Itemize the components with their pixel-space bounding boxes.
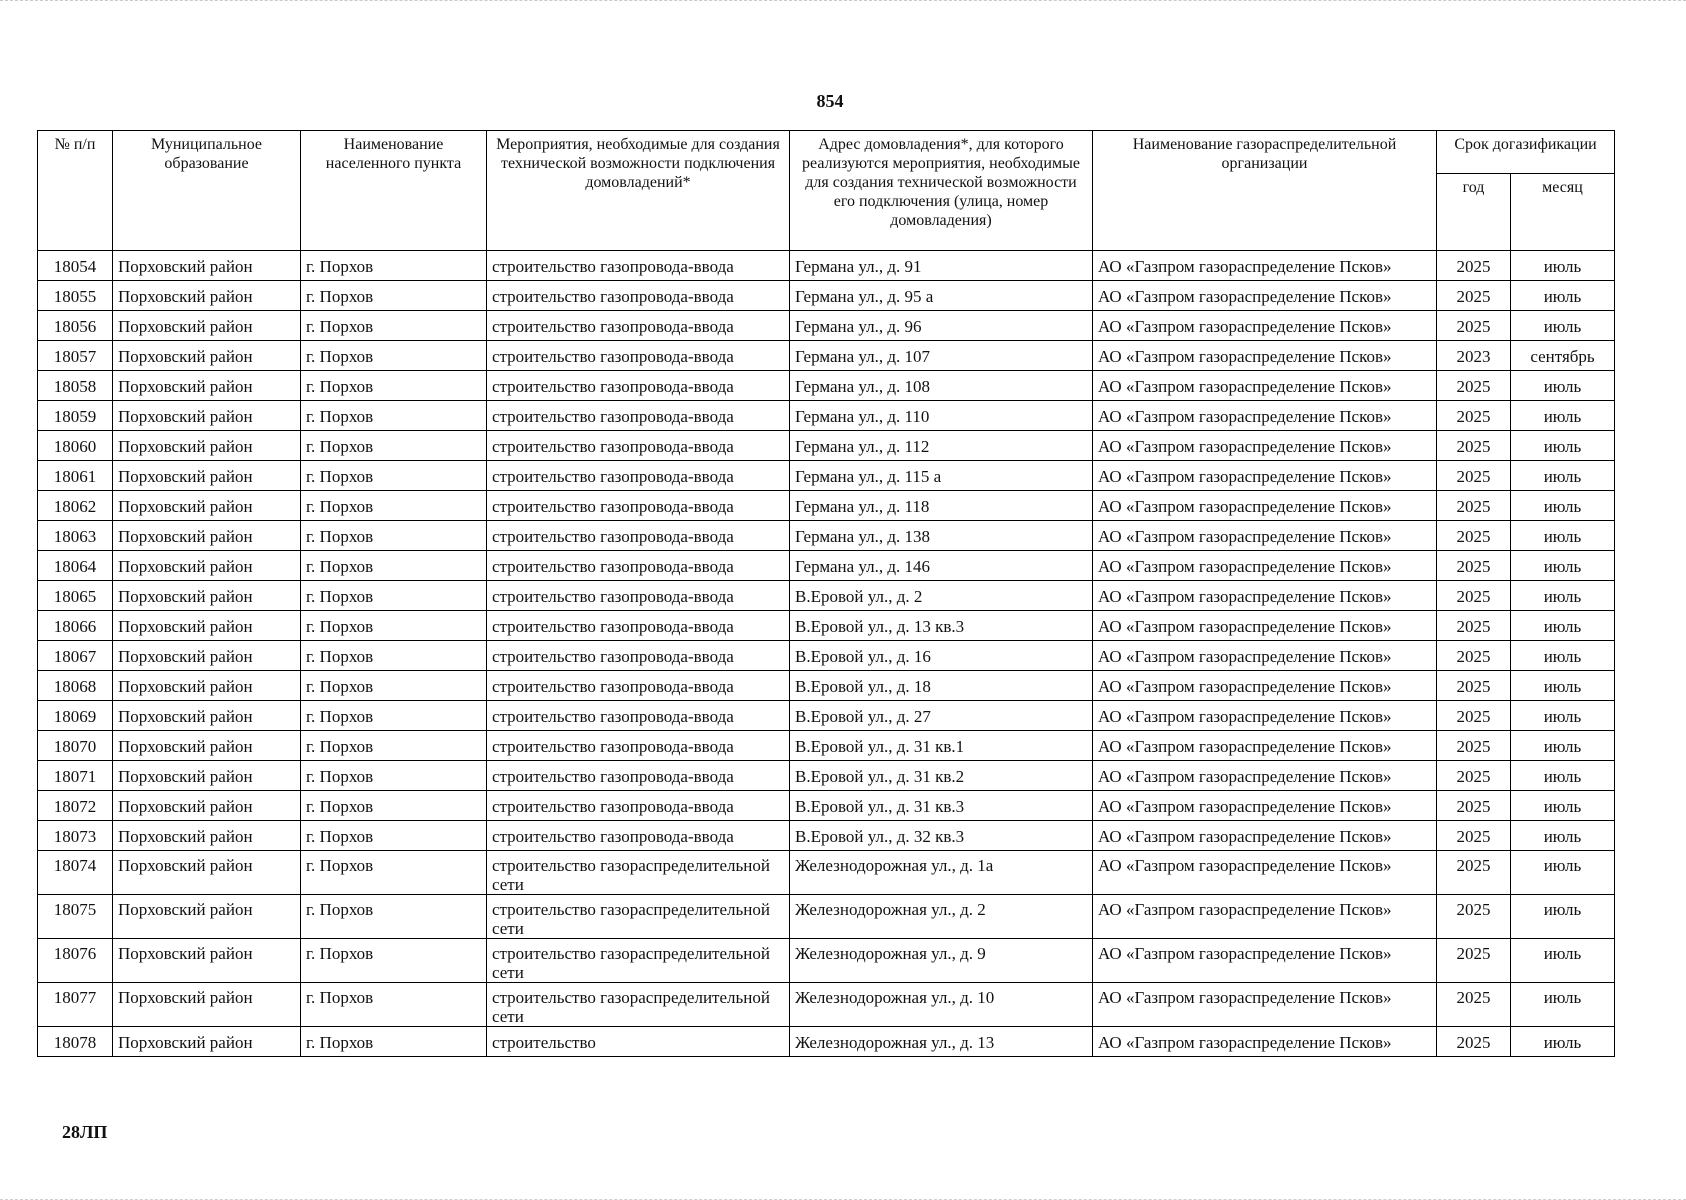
measure-cell: строительство газопровода-ввода <box>487 761 790 791</box>
table-header <box>38 131 1615 251</box>
year-cell: 2025 <box>1437 581 1511 611</box>
year-cell: 2025 <box>1437 521 1511 551</box>
row-number-cell: 18055 <box>38 281 113 311</box>
table-row <box>38 821 1615 851</box>
year-cell: 2025 <box>1437 251 1511 281</box>
year-cell: 2025 <box>1437 851 1511 895</box>
table-row <box>38 761 1615 791</box>
month-cell: июль <box>1511 791 1615 821</box>
year-cell: 2025 <box>1437 641 1511 671</box>
settlement-cell: г. Порхов <box>301 251 487 281</box>
settlement-cell: г. Порхов <box>301 731 487 761</box>
address-cell: В.Еровой ул., д. 2 <box>790 581 1093 611</box>
settlement-cell: г. Порхов <box>301 611 487 641</box>
year-cell: 2025 <box>1437 371 1511 401</box>
measure-cell: строительство газопровода-ввода <box>487 371 790 401</box>
municipality-cell: Порховский район <box>113 791 301 821</box>
organization-cell: АО «Газпром газораспределение Псков» <box>1093 551 1437 581</box>
header-deadline: Срок догазификации <box>1437 131 1615 174</box>
table-row <box>38 491 1615 521</box>
gasification-table <box>37 130 1615 1057</box>
municipality-cell: Порховский район <box>113 401 301 431</box>
settlement-cell: г. Порхов <box>301 791 487 821</box>
measure-cell: строительство газопровода-ввода <box>487 521 790 551</box>
measure-cell: строительство газопровода-ввода <box>487 791 790 821</box>
row-number-cell: 18075 <box>38 895 113 939</box>
header-organization: Наименование газораспределительной организации <box>1093 131 1437 251</box>
measure-cell: строительство газопровода-ввода <box>487 341 790 371</box>
measure-cell: строительство газопровода-ввода <box>487 671 790 701</box>
measure-cell: строительство газопровода-ввода <box>487 731 790 761</box>
municipality-cell: Порховский район <box>113 983 301 1027</box>
table-body <box>38 251 1615 1057</box>
measure-cell: строительство газопровода-ввода <box>487 581 790 611</box>
settlement-cell: г. Порхов <box>301 939 487 983</box>
table-row <box>38 251 1615 281</box>
municipality-cell: Порховский район <box>113 641 301 671</box>
address-cell: Германа ул., д. 96 <box>790 311 1093 341</box>
row-number-cell: 18073 <box>38 821 113 851</box>
address-cell: Германа ул., д. 115 а <box>790 461 1093 491</box>
measure-cell: строительство газопровода-ввода <box>487 551 790 581</box>
year-cell: 2025 <box>1437 983 1511 1027</box>
organization-cell: АО «Газпром газораспределение Псков» <box>1093 983 1437 1027</box>
year-cell: 2025 <box>1437 491 1511 521</box>
municipality-cell: Порховский район <box>113 551 301 581</box>
address-cell: Германа ул., д. 107 <box>790 341 1093 371</box>
table-row <box>38 701 1615 731</box>
year-cell: 2025 <box>1437 701 1511 731</box>
settlement-cell: г. Порхов <box>301 983 487 1027</box>
municipality-cell: Порховский район <box>113 341 301 371</box>
row-number-cell: 18056 <box>38 311 113 341</box>
address-cell: В.Еровой ул., д. 32 кв.3 <box>790 821 1093 851</box>
measure-cell: строительство газопровода-ввода <box>487 251 790 281</box>
organization-cell: АО «Газпром газораспределение Псков» <box>1093 281 1437 311</box>
address-cell: Железнодорожная ул., д. 1а <box>790 851 1093 895</box>
organization-cell: АО «Газпром газораспределение Псков» <box>1093 521 1437 551</box>
address-cell: В.Еровой ул., д. 31 кв.2 <box>790 761 1093 791</box>
table-row <box>38 671 1615 701</box>
row-number-cell: 18071 <box>38 761 113 791</box>
municipality-cell: Порховский район <box>113 371 301 401</box>
settlement-cell: г. Порхов <box>301 1027 487 1057</box>
year-cell: 2025 <box>1437 671 1511 701</box>
settlement-cell: г. Порхов <box>301 521 487 551</box>
address-cell: Германа ул., д. 138 <box>790 521 1093 551</box>
year-cell: 2025 <box>1437 939 1511 983</box>
address-cell: Германа ул., д. 118 <box>790 491 1093 521</box>
measure-cell: строительство газопровода-ввода <box>487 281 790 311</box>
row-number-cell: 18078 <box>38 1027 113 1057</box>
month-cell: июль <box>1511 761 1615 791</box>
month-cell: июль <box>1511 939 1615 983</box>
year-cell: 2025 <box>1437 461 1511 491</box>
row-number-cell: 18066 <box>38 611 113 641</box>
address-cell: В.Еровой ул., д. 18 <box>790 671 1093 701</box>
organization-cell: АО «Газпром газораспределение Псков» <box>1093 731 1437 761</box>
row-number-cell: 18054 <box>38 251 113 281</box>
settlement-cell: г. Порхов <box>301 461 487 491</box>
footer-code: 28ЛП <box>62 1122 108 1142</box>
address-cell: Германа ул., д. 110 <box>790 401 1093 431</box>
table-row <box>38 281 1615 311</box>
organization-cell: АО «Газпром газораспределение Псков» <box>1093 671 1437 701</box>
row-number-cell: 18057 <box>38 341 113 371</box>
municipality-cell: Порховский район <box>113 895 301 939</box>
month-cell: июль <box>1511 401 1615 431</box>
table-row <box>38 983 1615 1027</box>
row-number-cell: 18074 <box>38 851 113 895</box>
table-row <box>38 551 1615 581</box>
table-row <box>38 1027 1615 1057</box>
municipality-cell: Порховский район <box>113 731 301 761</box>
month-cell: июль <box>1511 371 1615 401</box>
organization-cell: АО «Газпром газораспределение Псков» <box>1093 761 1437 791</box>
measure-cell: строительство газопровода-ввода <box>487 821 790 851</box>
settlement-cell: г. Порхов <box>301 401 487 431</box>
table-row <box>38 939 1615 983</box>
row-number-cell: 18072 <box>38 791 113 821</box>
table-row <box>38 521 1615 551</box>
measure-cell: строительство газораспределительной сети <box>487 851 790 895</box>
month-cell: сентябрь <box>1511 341 1615 371</box>
row-number-cell: 18059 <box>38 401 113 431</box>
settlement-cell: г. Порхов <box>301 311 487 341</box>
header-municipality: Муниципальное образование <box>113 131 301 251</box>
header-month: месяц <box>1511 174 1615 251</box>
scan-edge-bottom <box>0 1193 1686 1200</box>
municipality-cell: Порховский район <box>113 311 301 341</box>
year-cell: 2025 <box>1437 611 1511 641</box>
settlement-cell: г. Порхов <box>301 895 487 939</box>
measure-cell: строительство газораспределительной сети <box>487 895 790 939</box>
table-row <box>38 641 1615 671</box>
municipality-cell: Порховский район <box>113 491 301 521</box>
settlement-cell: г. Порхов <box>301 431 487 461</box>
measure-cell: строительство газопровода-ввода <box>487 401 790 431</box>
address-cell: Германа ул., д. 146 <box>790 551 1093 581</box>
organization-cell: АО «Газпром газораспределение Псков» <box>1093 371 1437 401</box>
table-row <box>38 851 1615 895</box>
month-cell: июль <box>1511 1027 1615 1057</box>
year-cell: 2025 <box>1437 821 1511 851</box>
month-cell: июль <box>1511 731 1615 761</box>
row-number-cell: 18061 <box>38 461 113 491</box>
measure-cell: строительство газопровода-ввода <box>487 641 790 671</box>
row-number-cell: 18070 <box>38 731 113 761</box>
row-number-cell: 18077 <box>38 983 113 1027</box>
organization-cell: АО «Газпром газораспределение Псков» <box>1093 791 1437 821</box>
measure-cell: строительство <box>487 1027 790 1057</box>
address-cell: В.Еровой ул., д. 16 <box>790 641 1093 671</box>
month-cell: июль <box>1511 983 1615 1027</box>
address-cell: Железнодорожная ул., д. 13 <box>790 1027 1093 1057</box>
organization-cell: АО «Газпром газораспределение Псков» <box>1093 821 1437 851</box>
organization-cell: АО «Газпром газораспределение Псков» <box>1093 461 1437 491</box>
municipality-cell: Порховский район <box>113 521 301 551</box>
municipality-cell: Порховский район <box>113 671 301 701</box>
measure-cell: строительство газораспределительной сети <box>487 939 790 983</box>
settlement-cell: г. Порхов <box>301 641 487 671</box>
table-row <box>38 895 1615 939</box>
year-cell: 2025 <box>1437 551 1511 581</box>
month-cell: июль <box>1511 611 1615 641</box>
month-cell: июль <box>1511 895 1615 939</box>
organization-cell: АО «Газпром газораспределение Псков» <box>1093 611 1437 641</box>
row-number-cell: 18062 <box>38 491 113 521</box>
month-cell: июль <box>1511 311 1615 341</box>
municipality-cell: Порховский район <box>113 281 301 311</box>
organization-cell: АО «Газпром газораспределение Псков» <box>1093 895 1437 939</box>
settlement-cell: г. Порхов <box>301 701 487 731</box>
table-row <box>38 401 1615 431</box>
month-cell: июль <box>1511 461 1615 491</box>
row-number-cell: 18067 <box>38 641 113 671</box>
month-cell: июль <box>1511 851 1615 895</box>
table-row <box>38 341 1615 371</box>
organization-cell: АО «Газпром газораспределение Псков» <box>1093 311 1437 341</box>
municipality-cell: Порховский район <box>113 431 301 461</box>
measure-cell: строительство газопровода-ввода <box>487 461 790 491</box>
address-cell: В.Еровой ул., д. 31 кв.3 <box>790 791 1093 821</box>
year-cell: 2025 <box>1437 731 1511 761</box>
municipality-cell: Порховский район <box>113 251 301 281</box>
municipality-cell: Порховский район <box>113 611 301 641</box>
address-cell: Германа ул., д. 108 <box>790 371 1093 401</box>
measure-cell: строительство газопровода-ввода <box>487 701 790 731</box>
municipality-cell: Порховский район <box>113 821 301 851</box>
table-row <box>38 611 1615 641</box>
settlement-cell: г. Порхов <box>301 551 487 581</box>
month-cell: июль <box>1511 431 1615 461</box>
address-cell: В.Еровой ул., д. 27 <box>790 701 1093 731</box>
measure-cell: строительство газопровода-ввода <box>487 491 790 521</box>
organization-cell: АО «Газпром газораспределение Псков» <box>1093 1027 1437 1057</box>
municipality-cell: Порховский район <box>113 1027 301 1057</box>
row-number-cell: 18069 <box>38 701 113 731</box>
organization-cell: АО «Газпром газораспределение Псков» <box>1093 581 1437 611</box>
year-cell: 2025 <box>1437 311 1511 341</box>
address-cell: В.Еровой ул., д. 13 кв.3 <box>790 611 1093 641</box>
settlement-cell: г. Порхов <box>301 851 487 895</box>
settlement-cell: г. Порхов <box>301 341 487 371</box>
year-cell: 2025 <box>1437 895 1511 939</box>
header-measures: Мероприятия, необходимые для создания технической возможности подключения домовладений* <box>487 131 790 251</box>
row-number-cell: 18063 <box>38 521 113 551</box>
municipality-cell: Порховский район <box>113 701 301 731</box>
month-cell: июль <box>1511 251 1615 281</box>
row-number-cell: 18058 <box>38 371 113 401</box>
month-cell: июль <box>1511 641 1615 671</box>
table-row <box>38 791 1615 821</box>
municipality-cell: Порховский район <box>113 939 301 983</box>
year-cell: 2023 <box>1437 341 1511 371</box>
address-cell: Железнодорожная ул., д. 10 <box>790 983 1093 1027</box>
header-num: № п/п <box>38 131 113 251</box>
year-cell: 2025 <box>1437 431 1511 461</box>
address-cell: Железнодорожная ул., д. 2 <box>790 895 1093 939</box>
scan-edge-top <box>0 0 1686 9</box>
month-cell: июль <box>1511 671 1615 701</box>
organization-cell: АО «Газпром газораспределение Псков» <box>1093 341 1437 371</box>
organization-cell: АО «Газпром газораспределение Псков» <box>1093 251 1437 281</box>
address-cell: Германа ул., д. 95 а <box>790 281 1093 311</box>
header-address: Адрес домовладения*, для которого реализуются мероприятия, необходимые для создания технической возможности его подключения (улица, номер домовладения) <box>790 131 1093 251</box>
table-row <box>38 461 1615 491</box>
settlement-cell: г. Порхов <box>301 821 487 851</box>
settlement-cell: г. Порхов <box>301 581 487 611</box>
row-number-cell: 18068 <box>38 671 113 701</box>
address-cell: В.Еровой ул., д. 31 кв.1 <box>790 731 1093 761</box>
municipality-cell: Порховский район <box>113 461 301 491</box>
settlement-cell: г. Порхов <box>301 491 487 521</box>
month-cell: июль <box>1511 521 1615 551</box>
organization-cell: АО «Газпром газораспределение Псков» <box>1093 431 1437 461</box>
organization-cell: АО «Газпром газораспределение Псков» <box>1093 939 1437 983</box>
month-cell: июль <box>1511 281 1615 311</box>
year-cell: 2025 <box>1437 401 1511 431</box>
address-cell: Железнодорожная ул., д. 9 <box>790 939 1093 983</box>
page-number: 854 <box>816 91 844 111</box>
table-row <box>38 581 1615 611</box>
row-number-cell: 18064 <box>38 551 113 581</box>
settlement-cell: г. Порхов <box>301 761 487 791</box>
organization-cell: АО «Газпром газораспределение Псков» <box>1093 641 1437 671</box>
year-cell: 2025 <box>1437 791 1511 821</box>
year-cell: 2025 <box>1437 761 1511 791</box>
address-cell: Германа ул., д. 91 <box>790 251 1093 281</box>
header-settlement: Наименование населенного пункта <box>301 131 487 251</box>
organization-cell: АО «Газпром газораспределение Псков» <box>1093 491 1437 521</box>
month-cell: июль <box>1511 701 1615 731</box>
month-cell: июль <box>1511 821 1615 851</box>
organization-cell: АО «Газпром газораспределение Псков» <box>1093 401 1437 431</box>
settlement-cell: г. Порхов <box>301 281 487 311</box>
municipality-cell: Порховский район <box>113 761 301 791</box>
address-cell: Германа ул., д. 112 <box>790 431 1093 461</box>
measure-cell: строительство газораспределительной сети <box>487 983 790 1027</box>
year-cell: 2025 <box>1437 1027 1511 1057</box>
settlement-cell: г. Порхов <box>301 671 487 701</box>
month-cell: июль <box>1511 551 1615 581</box>
month-cell: июль <box>1511 491 1615 521</box>
table-row <box>38 311 1615 341</box>
table-row <box>38 731 1615 761</box>
municipality-cell: Порховский район <box>113 851 301 895</box>
month-cell: июль <box>1511 581 1615 611</box>
settlement-cell: г. Порхов <box>301 371 487 401</box>
measure-cell: строительство газопровода-ввода <box>487 611 790 641</box>
table-row <box>38 431 1615 461</box>
table-row <box>38 371 1615 401</box>
measure-cell: строительство газопровода-ввода <box>487 311 790 341</box>
row-number-cell: 18076 <box>38 939 113 983</box>
row-number-cell: 18060 <box>38 431 113 461</box>
measure-cell: строительство газопровода-ввода <box>487 431 790 461</box>
header-year: год <box>1437 174 1511 251</box>
municipality-cell: Порховский район <box>113 581 301 611</box>
organization-cell: АО «Газпром газораспределение Псков» <box>1093 701 1437 731</box>
year-cell: 2025 <box>1437 281 1511 311</box>
organization-cell: АО «Газпром газораспределение Псков» <box>1093 851 1437 895</box>
row-number-cell: 18065 <box>38 581 113 611</box>
